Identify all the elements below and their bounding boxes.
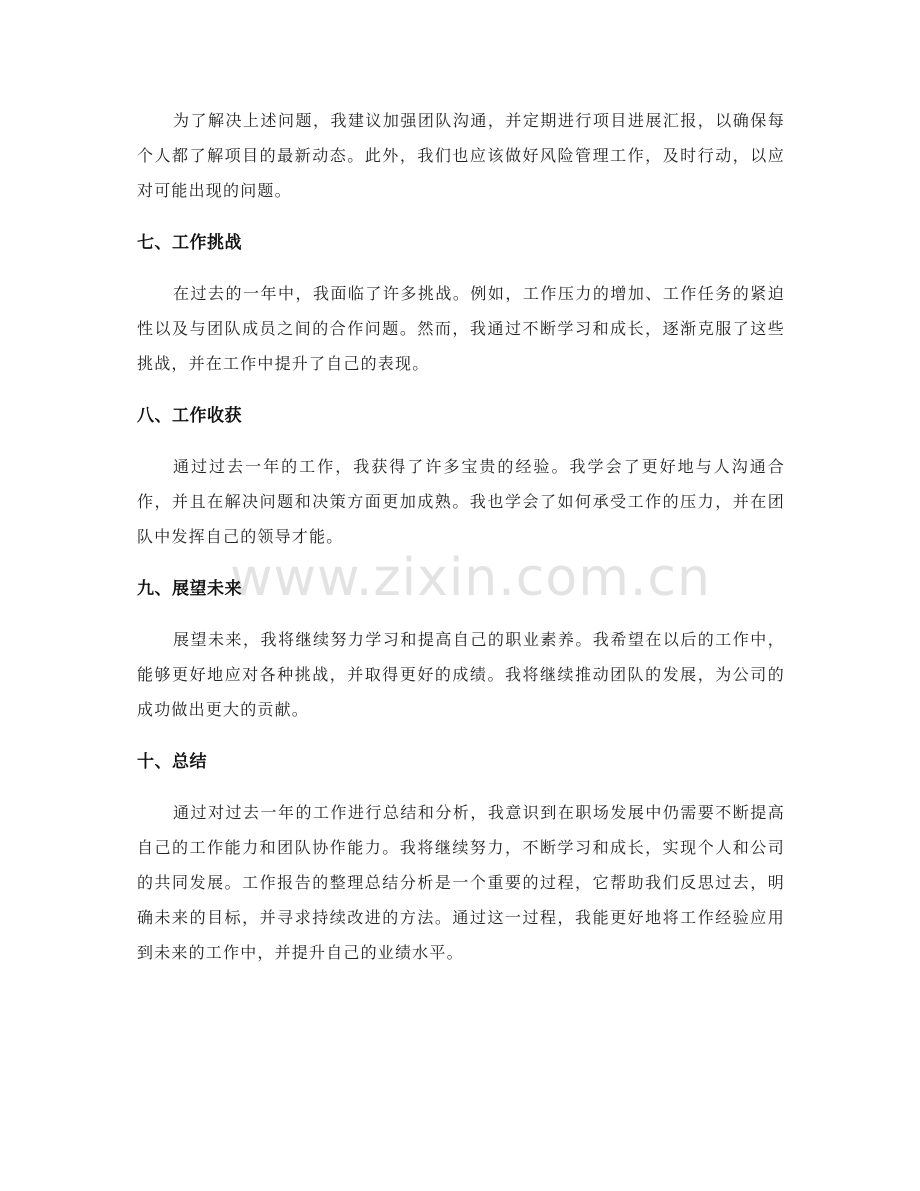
intro-paragraph: 为了解决上述问题，我建议加强团队沟通，并定期进行项目进展汇报，以确保每个人都了解项目的最新动态。此外，我们也应该做好风险管理工作，及时行动，以应对可能出现的问题。 bbox=[137, 111, 785, 200]
watermark: www.zixin.com.cn bbox=[230, 548, 711, 608]
spacer bbox=[137, 429, 785, 449]
spacer bbox=[137, 208, 785, 230]
document-body bbox=[137, 103, 785, 970]
section-paragraph-outlook: 展望未来，我将继续努力学习和提高自己的职业素养。我希望在以后的工作中，能够更好地应对各种挑战，并取得更好的成绩。我将继续推动团队的发展，为公司的成功做出更大的贡献。 bbox=[137, 630, 785, 719]
section-paragraph-summary: 通过对过去一年的工作进行总结和分析，我意识到在职场发展中仍需要不断提高自己的工作能力和团队协作能力。我将继续努力，不断学习和成长，实现个人和公司的共同发展。工作报告的整理总结分析是一个重要的过程，它帮助我们反思过去，明确未来的目标，并寻求持续改进的方法。通过这一过程，我能更好地将工作经验应用到未来的工作中，并提升自己的业绩水平。 bbox=[137, 803, 785, 962]
spacer bbox=[137, 727, 785, 749]
spacer bbox=[137, 554, 785, 576]
spacer bbox=[137, 775, 785, 795]
spacer bbox=[137, 602, 785, 622]
section-paragraph-challenges: 在过去的一年中，我面临了许多挑战。例如，工作压力的增加、工作任务的紧迫性以及与团队成员之间的合作问题。然而，我通过不断学习和成长，逐渐克服了这些挑战，并在工作中提升了自己的表现。 bbox=[137, 284, 785, 373]
section-paragraph-gains: 通过过去一年的工作，我获得了许多宝贵的经验。我学会了更好地与人沟通合作，并且在解决问题和决策方面更加成熟。我也学会了如何承受工作的压力，并在团队中发挥自己的领导才能。 bbox=[137, 457, 785, 546]
section-heading-challenges: 七、工作挑战 bbox=[137, 233, 242, 253]
section-heading-summary: 十、总结 bbox=[137, 752, 207, 772]
spacer bbox=[137, 256, 785, 276]
section-heading-outlook: 九、展望未来 bbox=[137, 579, 242, 599]
section-heading-gains: 八、工作收获 bbox=[137, 406, 242, 426]
spacer bbox=[137, 381, 785, 403]
